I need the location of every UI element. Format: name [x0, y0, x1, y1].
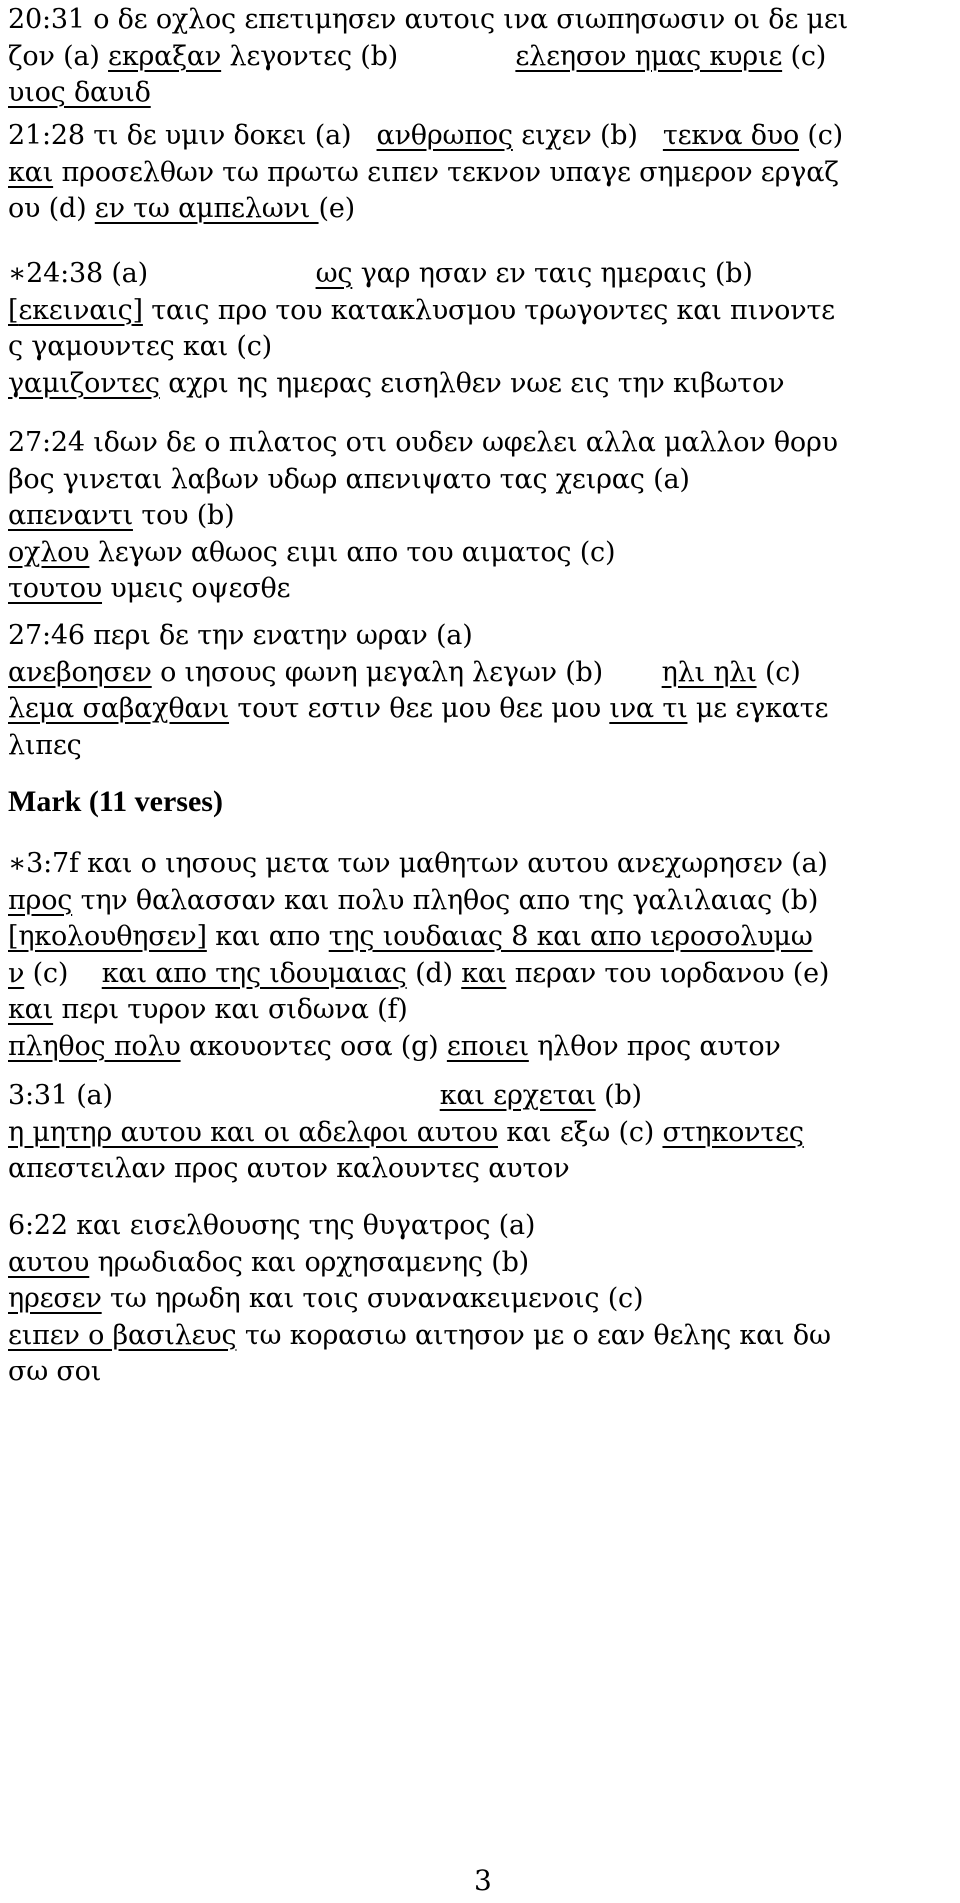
- underlined-phrase: ειπεν ο βασιλευς: [8, 1319, 237, 1351]
- underlined-phrase: εκειναις: [18, 294, 133, 326]
- underlined-phrase: εν τω αμπελωνι: [94, 193, 319, 224]
- underlined-phrase: ηρεσεν: [8, 1283, 102, 1314]
- text-segment: ακουοντες οσα (g): [180, 1030, 447, 1062]
- verse-line: [8, 956, 829, 992]
- underlined-phrase: απεναντι: [8, 500, 133, 531]
- verse-line: [8, 691, 828, 727]
- verse-line: [8, 1354, 101, 1390]
- verse-line: [8, 425, 838, 461]
- underlined-phrase: εποιει: [446, 1030, 529, 1062]
- text-segment: ο ιησους φωνη μεγαλη λεγων (b): [151, 656, 662, 688]
- text-segment: προσελθων τω πρωτω ειπεν τεκνον υπαγε σημερον εργαζ: [53, 156, 839, 188]
- text-segment: (c): [799, 120, 844, 151]
- text-segment: την θαλασσαν και πολυ πληθος απο της γαλιλαιας (b): [72, 884, 819, 916]
- text-segment: λεγων αθωος ειμι απο του αιματος (c): [89, 536, 616, 568]
- verse-line: [8, 75, 151, 111]
- text-segment: ου (d): [8, 193, 95, 224]
- section-heading: Mark (11 verses): [8, 785, 223, 818]
- text-segment: τω ηρωδη και τοις συνανακειμενοις (c): [101, 1283, 644, 1314]
- verse-line: [8, 655, 801, 691]
- verse-line: [8, 256, 753, 292]
- text-segment: περι τυρον και σιδωνα (f): [53, 994, 408, 1025]
- underlined-phrase: της ιουδαιας 8 και απο ιεροσολυμω: [328, 921, 813, 952]
- verse-line: [8, 618, 473, 654]
- verse-line: [8, 191, 355, 227]
- verse-line: [8, 1115, 804, 1151]
- verse-line: [8, 155, 839, 191]
- verse-line: [8, 293, 835, 329]
- underlined-phrase: [ηκολουθησεν]: [8, 921, 207, 952]
- text-segment: (b): [595, 1080, 642, 1111]
- underlined-phrase: τουτου: [8, 573, 103, 604]
- verse-line: [8, 535, 615, 571]
- text-segment: λιπες: [8, 729, 82, 761]
- text-segment: λεγοντες (b): [221, 40, 516, 72]
- verse-line: [8, 498, 234, 534]
- text-segment: ς γαμουντες και (c): [8, 331, 272, 362]
- verse-line: [8, 728, 82, 764]
- verse-line: [8, 883, 818, 919]
- verse-line: [8, 1318, 831, 1354]
- verse-line: [8, 118, 843, 154]
- underlined-phrase: εκραξαν: [108, 40, 222, 72]
- underlined-phrase: λεμα σαβαχθανι: [8, 693, 230, 724]
- underlined-phrase: ως: [315, 258, 353, 289]
- underlined-phrase: υιος δαυιδ: [8, 77, 151, 108]
- underlined-phrase: τεκνα δυο: [662, 120, 800, 151]
- verse-line: [8, 919, 813, 955]
- underlined-phrase: ελεησον ημας κυριε: [515, 40, 783, 72]
- verse-line: [8, 571, 290, 607]
- underlined-phrase: [: [8, 294, 19, 326]
- text-segment: και εξω (c): [497, 1116, 663, 1148]
- text-segment: ταις προ του κατακλυσμου τρωγοντες και πινοντε: [142, 294, 835, 326]
- verse-line: [8, 2, 848, 38]
- text-segment: αχρι ης ημερας εισηλθεν νωε εις την κιβωτον: [159, 367, 785, 399]
- verse-line: [8, 462, 690, 498]
- text-segment: 27:46 περι δε την ενατην ωραν (a): [8, 620, 473, 651]
- text-segment: (e): [318, 193, 355, 224]
- underlined-phrase: προς: [8, 884, 73, 916]
- text-segment: (c): [756, 656, 801, 688]
- verse-line: [8, 1078, 642, 1114]
- underlined-phrase: η μητηρ αυτου και οι αδελφοι αυτου: [8, 1116, 498, 1148]
- underlined-phrase: και: [461, 957, 507, 989]
- text-segment: τω κορασιω αιτησον με ο εαν θελης και δω: [236, 1319, 831, 1351]
- underlined-phrase: ινα τι: [609, 693, 688, 724]
- underlined-phrase: και: [8, 156, 54, 188]
- text-segment: 27:24 ιδων δε ο πιλατος οτι ουδεν ωφελει αλλα μαλλον θορυ: [8, 427, 838, 458]
- text-segment: ηρωδιαδος και ορχησαμενης (b): [89, 1246, 529, 1278]
- text-segment: με εγκατε: [687, 693, 829, 724]
- underlined-phrase: οχλου: [8, 536, 90, 568]
- underlined-phrase: και ερχεται: [439, 1080, 596, 1111]
- text-segment: ειχεν (b): [512, 120, 663, 151]
- verse-line: [8, 366, 784, 402]
- underlined-phrase: και απο της ιδουμαιας: [101, 957, 407, 989]
- text-segment: βος γινεται λαβων υδωρ απενιψατο τας χειρας (a): [8, 463, 690, 495]
- underlined-phrase: πληθος πολυ: [8, 1030, 181, 1062]
- text-segment: περαν του ιορδανου (e): [506, 957, 830, 989]
- text-segment: 6:22 και εισελθουσης της θυγατρος (a): [8, 1210, 536, 1241]
- text-segment: ζον (a): [8, 40, 109, 72]
- text-segment: ∗24:38 (a): [8, 258, 316, 289]
- verse-line: [8, 1208, 535, 1244]
- underlined-phrase: στηκοντες: [662, 1116, 804, 1148]
- underlined-phrase: ]: [132, 294, 143, 326]
- text-segment: και απο: [206, 921, 329, 952]
- underlined-phrase: ανθρωπος: [376, 120, 513, 151]
- verse-line: [8, 992, 408, 1028]
- document-page: [8, 0, 960, 1903]
- text-segment: (d): [406, 957, 462, 989]
- verse-line: [8, 39, 826, 75]
- text-segment: ∗3:7f και ο ιησους μετα των μαθητων αυτου ανεχωρησεν (a): [8, 848, 828, 879]
- page-number: 3: [474, 1864, 492, 1897]
- text-segment: σω σοι: [8, 1356, 102, 1387]
- verse-line: [8, 1151, 569, 1187]
- text-segment: (c): [782, 40, 827, 72]
- text-segment: τουτ εστιν θεε μου θεε μου: [229, 693, 610, 724]
- verse-line: [8, 329, 272, 365]
- text-segment: (c): [24, 957, 102, 989]
- verse-line: [8, 1029, 781, 1065]
- underlined-phrase: αυτου: [8, 1246, 90, 1278]
- underlined-phrase: ανεβοησεν: [8, 656, 152, 688]
- text-segment: γαρ ησαν εν ταις ημεραις (b): [352, 258, 753, 289]
- text-segment: 20:31 ο δε οχλος επετιμησεν αυτοις ινα σιωπησωσιν οι δε μει: [8, 4, 849, 35]
- underlined-phrase: γαμιζοντες: [8, 367, 160, 399]
- underlined-phrase: ηλι ηλι: [661, 656, 757, 688]
- underlined-phrase: και: [8, 994, 54, 1025]
- text-segment: 21:28 τι δε υμιν δοκει (a): [8, 120, 377, 151]
- text-segment: απεστειλαν προς αυτον καλουντες αυτον: [8, 1153, 570, 1184]
- verse-line: [8, 1245, 529, 1281]
- text-segment: του (b): [132, 500, 235, 531]
- underlined-phrase: ν: [8, 957, 25, 989]
- text-segment: ηλθον προς αυτον: [528, 1030, 781, 1062]
- text-segment: υμεις οψεσθε: [102, 573, 291, 604]
- verse-line: [8, 1281, 643, 1317]
- verse-line: [8, 846, 828, 882]
- text-segment: 3:31 (a): [8, 1080, 440, 1111]
